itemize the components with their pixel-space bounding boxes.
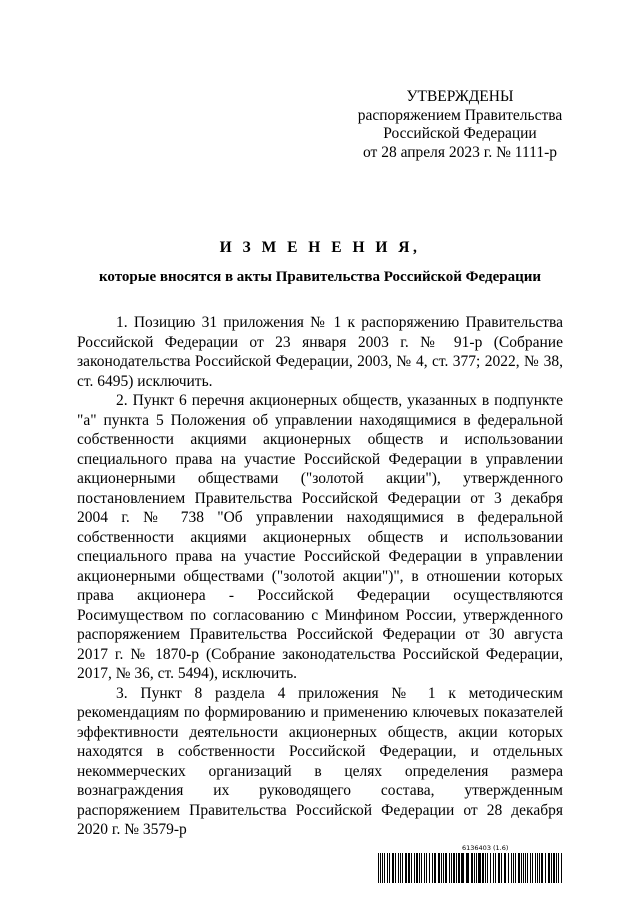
document-subtitle: которые вносятся в акты Правительства Российской Федерации bbox=[98, 269, 542, 285]
approval-block bbox=[340, 88, 580, 162]
barcode-icon bbox=[378, 853, 563, 883]
approval-line: от 28 апреля 2023 г. № 1111-р bbox=[363, 143, 557, 161]
document-title: И З М Е Н Е Н И Я, bbox=[219, 239, 421, 256]
barcode-area bbox=[378, 844, 563, 884]
barcode-code: 6136403 (1.6) bbox=[462, 844, 509, 852]
paragraph-1: 1. Позицию 31 приложения № 1 к распоряжению Правительства Российской Федерации от 23 января 2003 г. № 91-р (Собрание законодательства Российской Федерации, 2003, № 4, ст. 377; 2022, № 38, ст. 6495) исключить. bbox=[77, 314, 563, 390]
approval-line: Российской Федерации bbox=[383, 125, 537, 142]
approval-line: УТВЕРЖДЕНЫ bbox=[406, 88, 514, 105]
paragraph-2: 2. Пункт 6 перечня акционерных обществ, указанных в подпункте "а" пункта 5 Положения об управлении находящимися в федеральной собственности акциями акционерных обществ и использовании специального права на участие Российской Федерации в управлении акционерными обществами ("золотой акции"), утвержденного постановлением Правительства Российской Федерации от 3 декабря 2004 г. № 738 "Об управлении находящимися в федеральной собственности акциями акционерных обществ и использовании специального права на участие Российской Федерации в управлении акционерными обществами ("золотой акции")", в отношении которых права акционера - Российской Федерации осуществляются Росимуществом по согласованию с Минфином России, утвержденного распоряжением Правительства Российской Федерации от 30 августа 2017 г. № 1870-р (Собрание законодательства Российской Федерации, 2017, № 36, ст. 5494), исключить. bbox=[77, 392, 563, 682]
document-body bbox=[77, 313, 563, 840]
paragraph-3: 3. Пункт 8 раздела 4 приложения № 1 к методическим рекомендациям по формированию и применению ключевых показателей эффективности деятельности акционерных обществ, акции которых находятся в собственности Российской Федерации, и отдельных некоммерческих организаций в целях определения размера вознаграждения их руководящего состава, утвержденным распоряжением Правительства Российской Федерации от 28 декабря 2020 г. № 3579-р bbox=[77, 684, 563, 838]
document-heading bbox=[0, 238, 640, 287]
approval-line: распоряжением Правительства bbox=[357, 106, 563, 124]
